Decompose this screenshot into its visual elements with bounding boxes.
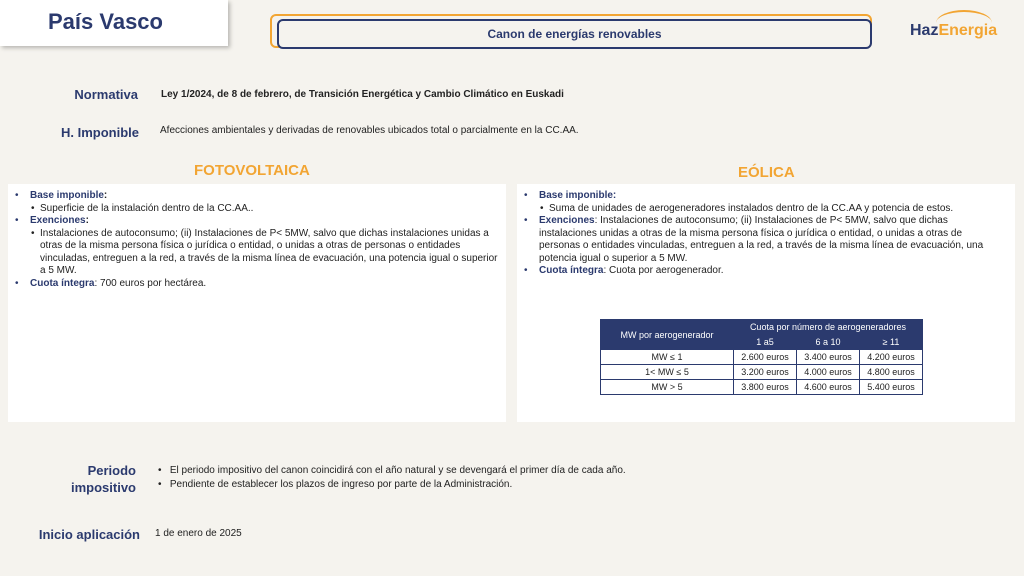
fv-base-item bbox=[8, 190, 506, 203]
mw-column-header: MW por aerogenerador bbox=[601, 320, 734, 350]
fv-exenciones-label: Exenciones bbox=[30, 215, 86, 226]
fv-base-colon: : bbox=[103, 190, 108, 201]
logo-text-part2: Energia bbox=[938, 22, 998, 39]
fv-exenciones-item bbox=[8, 215, 506, 228]
eo-exenciones-value: : Instalaciones de autoconsumo; (ii) Instalaciones de P< 5MW, salvo que dichas instalaciones unidas a otras de la misma persona física o jurídica o entidad, o unidas a otras de personas o entidades vinculadas, entreguen a la red, a través de la misma línea de evacuación, una potencia igual o superior a 5 MW. bbox=[539, 215, 984, 264]
table-cell: 5.400 euros bbox=[860, 380, 923, 395]
normativa-label: Normativa bbox=[74, 87, 138, 102]
eo-base-item bbox=[517, 190, 1005, 203]
eo-cuota-item bbox=[517, 265, 1005, 278]
eo-exenciones-item bbox=[517, 215, 1005, 265]
row-mw-label: MW ≤ 1 bbox=[601, 350, 734, 365]
table-cell: 3.400 euros bbox=[797, 350, 860, 365]
eolica-title: EÓLICA bbox=[738, 164, 795, 181]
periodo-label-line2: impositivo bbox=[70, 480, 136, 495]
periodo-item-1: El periodo impositivo del canon coincidirá con el año natural y se devengará el primer día de cada año. bbox=[169, 465, 626, 476]
table-cell: 4.600 euros bbox=[797, 380, 860, 395]
eo-base-detail: • Suma de unidades de aerogeneradores instalados dentro de la CC.AA y potencia de estos. bbox=[517, 203, 1005, 216]
group-header: Cuota por número de aerogeneradores bbox=[734, 320, 923, 335]
eo-cuota-label: Cuota íntegra bbox=[539, 265, 604, 276]
table-row bbox=[601, 380, 923, 395]
fv-cuota-item bbox=[8, 278, 506, 291]
periodo-bullet-2: • Pendiente de establecer los plazos de ingreso por parte de la Administración. bbox=[158, 479, 513, 490]
fv-cuota-label: Cuota íntegra bbox=[30, 277, 95, 289]
eo-cuota-value: : Cuota por aerogenerador. bbox=[603, 265, 724, 276]
fotovoltaica-title: FOTOVOLTAICA bbox=[194, 162, 310, 179]
fv-cuota-value: : 700 euros por hectárea. bbox=[94, 277, 207, 289]
periodo-item-2: Pendiente de establecer los plazos de ingreso por parte de la Administración. bbox=[169, 479, 513, 490]
table-row bbox=[601, 365, 923, 380]
table-cell: 3.800 euros bbox=[734, 380, 797, 395]
fv-base-label: Base imponible bbox=[30, 190, 104, 201]
row-mw-label: 1< MW ≤ 5 bbox=[601, 365, 734, 380]
periodo-bullet-1: • El periodo impositivo del canon coincidirá con el año natural y se devengará el primer día de cada año. bbox=[158, 465, 626, 476]
eo-base-label: Base imponible: bbox=[539, 190, 617, 201]
table-cell: 3.200 euros bbox=[734, 365, 797, 380]
row-mw-label: MW > 5 bbox=[601, 380, 734, 395]
fotovoltaica-panel bbox=[8, 184, 506, 422]
fv-exenciones-detail: • Instalaciones de autoconsumo; (ii) Instalaciones de P< 5MW, salvo que dichas instalaciones unidas a otras de la misma persona física o jurídica o entidad, o unidas a otras de personas o entidades vinculadas, entreguen a la red, a través de la misma línea de evacuación, una potencia igual o superior a 5 MW. bbox=[8, 228, 506, 278]
table-cell: 4.800 euros bbox=[860, 365, 923, 380]
cuota-table bbox=[600, 319, 923, 395]
imponible-value: Afecciones ambientales y derivadas de renovables ubicados total o parcialmente en la CC.AA. bbox=[160, 125, 579, 136]
table-cell: 2.600 euros bbox=[734, 350, 797, 365]
title-box bbox=[0, 0, 228, 46]
page-title: País Vasco bbox=[48, 9, 163, 34]
normativa-value: Ley 1/2024, de 8 de febrero, de Transición Energética y Cambio Climático en Euskadi bbox=[161, 89, 564, 100]
table-header-row bbox=[601, 320, 923, 335]
fv-exenciones-colon: : bbox=[85, 215, 89, 226]
inicio-value: 1 de enero de 2025 bbox=[155, 528, 242, 539]
periodo-label bbox=[40, 462, 136, 496]
inicio-label: Inicio aplicación bbox=[38, 527, 140, 542]
imponible-label: H. Imponible bbox=[61, 125, 139, 140]
topic-banner: Canon de energías renovables bbox=[277, 19, 872, 49]
subheader-3: ≥ 11 bbox=[860, 335, 923, 350]
fv-base-detail: • Superficie de la instalación dentro de la CC.AA.. bbox=[8, 203, 506, 216]
logo-text-part1: Haz bbox=[910, 22, 939, 39]
periodo-label-line1: Periodo bbox=[87, 463, 136, 478]
eo-exenciones-label: Exenciones bbox=[539, 215, 595, 226]
subheader-1: 1 a5 bbox=[734, 335, 797, 350]
brand-logo bbox=[910, 22, 997, 40]
subheader-2: 6 a 10 bbox=[797, 335, 860, 350]
table-row bbox=[601, 350, 923, 365]
table-cell: 4.000 euros bbox=[797, 365, 860, 380]
table-cell: 4.200 euros bbox=[860, 350, 923, 365]
